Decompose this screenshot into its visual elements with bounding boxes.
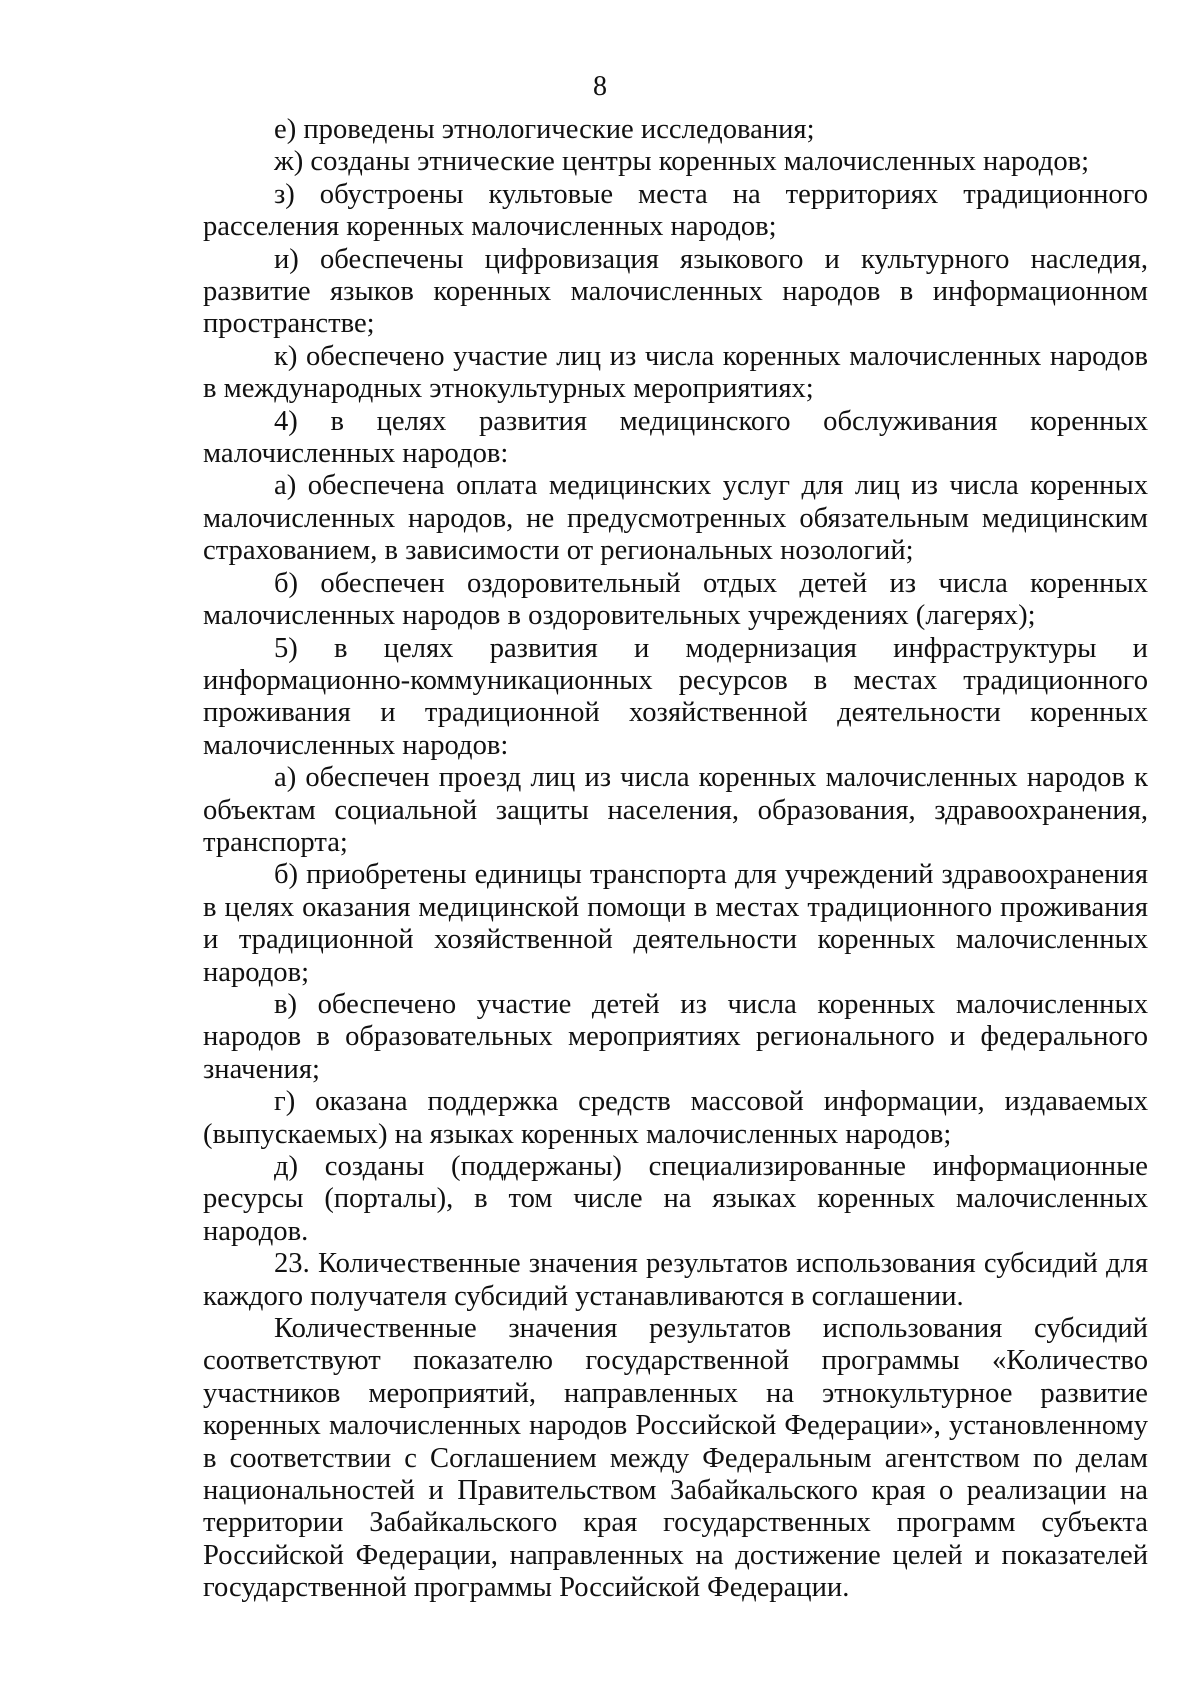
paragraph-e-ethnological-research: е) проведены этнологические исследования;: [274, 114, 815, 145]
paragraph-a-travel: а) обеспечен проезд лиц из числа коренных малочисленных народов к объектам социальной защиты населения, образования, здравоохранения, транспорта;: [203, 762, 1148, 858]
paragraph-z-cult-places: з) обустроены культовые места на территориях традиционного расселения коренных малочисленных народов;: [203, 178, 1148, 243]
page-number: 8: [593, 71, 607, 102]
paragraph-g-mass-media: г) оказана поддержка средств массовой информации, издаваемых (выпускаемых) на языках коренных малочисленных народов;: [203, 1086, 1148, 1150]
paragraph-4-medical-service: 4) в целях развития медицинского обслуживания коренных малочисленных народов:: [203, 405, 1148, 470]
paragraph-k-international-events: к) обеспечено участие лиц из числа коренных малочисленных народов в международных этнокультурных мероприятиях;: [203, 340, 1148, 405]
paragraph-5-infrastructure: 5) в целях развития и модернизация инфраструктуры и информационно-коммуникационных ресурсов в местах традиционного проживания и традиционной хозяйственной деятельности коренных малочисленных народов:: [203, 632, 1148, 761]
paragraph-b-children-recreation: б) обеспечен оздоровительный отдых детей из числа коренных малочисленных народов в оздоровительных учреждениях (лагерях);: [203, 567, 1148, 632]
paragraph-v-children-education: в) обеспечено участие детей из числа коренных малочисленных народов в образовательных мероприятиях регионального и федерального значения;: [203, 988, 1148, 1085]
paragraph-zh-ethnic-centers: ж) созданы этнические центры коренных малочисленных народов;: [274, 146, 1090, 178]
paragraph-b-transport-units: б) приобретены единицы транспорта для учреждений здравоохранения в целях оказания медицинской помощи в местах традиционного проживания и традиционной хозяйственной деятельности коренных малочисленных народов;: [203, 859, 1148, 988]
paragraph-23-quantitative-values: 23. Количественные значения результатов использования субсидий для каждого получателя субсидий устанавливаются в соглашении.: [203, 1248, 1148, 1312]
paragraph-i-digitalization: и) обеспечены цифровизация языкового и культурного наследия, развитие языков коренных малочисленных народов в информационном пространстве;: [203, 243, 1148, 340]
paragraph-a-medical-payment: а) обеспечена оплата медицинских услуг для лиц из числа коренных малочисленных народов, не предусмотренных обязательным медицинским страхованием, в зависимости от региональных нозологий;: [203, 470, 1148, 567]
document-body: [203, 114, 1148, 1605]
paragraph-program-indicator: Количественные значения результатов использования субсидий соответствуют показателю государственной программы «Количество участников мероприятий, направленных на этнокультурное развитие коренных малочисленных народов Российской Федерации», установленному в соответствии с Соглашением между Федеральным агентством по делам национальностей и Правительством Забайкальского края о реализации на территории Забайкальского края государственных программ субъекта Российской Федерации, направленных на достижение целей и показателей государственной программы Российской Федерации.: [203, 1313, 1148, 1604]
paragraph-d-information-resources: д) созданы (поддержаны) специализированные информационные ресурсы (порталы), в том числе на языках коренных малочисленных народов.: [203, 1151, 1148, 1247]
